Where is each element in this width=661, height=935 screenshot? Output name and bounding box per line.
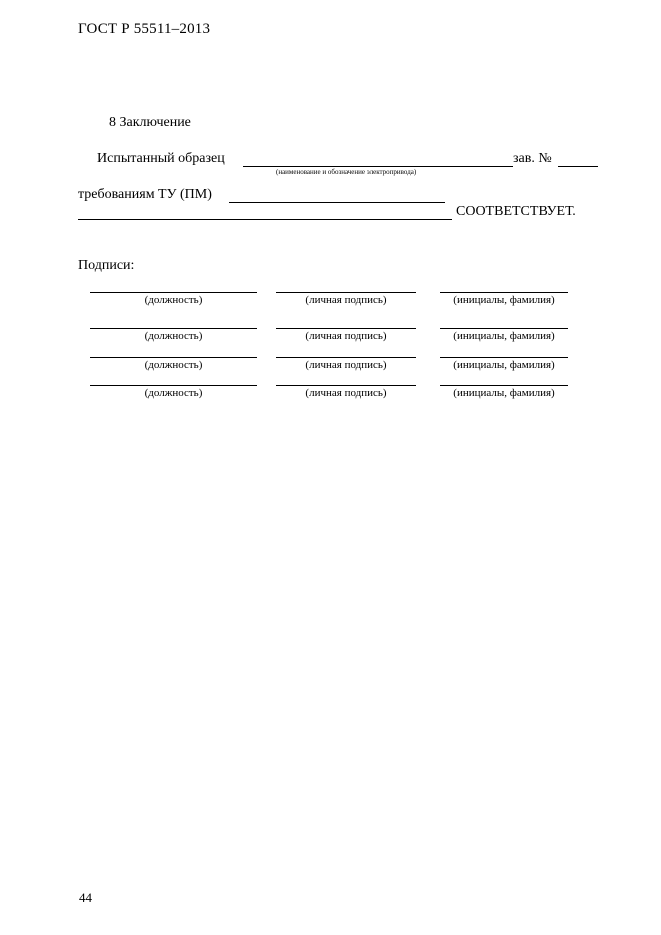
signature-caption: (личная подпись)	[305, 294, 387, 306]
position-line	[90, 292, 257, 293]
signature-line	[276, 357, 416, 358]
name-line	[440, 357, 568, 358]
name-caption: (инициалы, фамилия)	[453, 330, 555, 342]
section-title: 8 Заключение	[109, 115, 191, 130]
signature-caption: (личная подпись)	[305, 359, 387, 371]
position-caption: (должность)	[144, 330, 203, 342]
requirement-label: требованиям ТУ (ПМ)	[78, 187, 212, 202]
verdict-blank-line	[78, 219, 452, 220]
name-line	[440, 328, 568, 329]
position-line	[90, 357, 257, 358]
position-line	[90, 328, 257, 329]
signature-line	[276, 292, 416, 293]
name-line	[440, 292, 568, 293]
position-line	[90, 385, 257, 386]
sample-label: Испытанный образец	[97, 151, 225, 166]
position-caption: (должность)	[144, 359, 203, 371]
position-caption: (должность)	[144, 294, 203, 306]
name-caption: (инициалы, фамилия)	[453, 359, 555, 371]
signature-line	[276, 385, 416, 386]
serial-label: зав. №	[513, 151, 552, 166]
sample-caption: (наименование и обозначение электропривода)	[276, 168, 417, 176]
name-caption: (инициалы, фамилия)	[453, 294, 555, 306]
name-line	[440, 385, 568, 386]
page-number: 44	[79, 890, 92, 905]
verdict-text: СООТВЕТСТВУЕТ.	[456, 204, 576, 219]
signature-caption: (личная подпись)	[305, 387, 387, 399]
position-caption: (должность)	[144, 387, 203, 399]
name-caption: (инициалы, фамилия)	[453, 387, 555, 399]
document-header: ГОСТ Р 55511–2013	[78, 21, 211, 37]
signatures-title: Подписи:	[78, 258, 135, 273]
signature-caption: (личная подпись)	[305, 330, 387, 342]
requirement-blank-line	[229, 202, 445, 203]
sample-blank-line	[243, 166, 513, 167]
signature-line	[276, 328, 416, 329]
serial-blank-line	[558, 166, 598, 167]
